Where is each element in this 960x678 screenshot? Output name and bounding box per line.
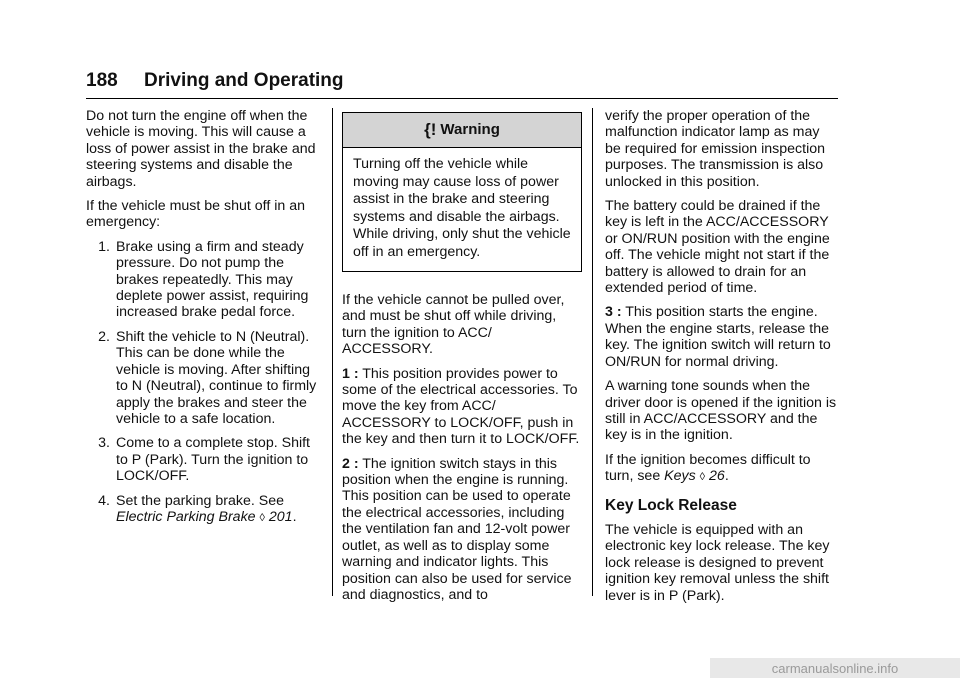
step-item xyxy=(86,239,322,321)
position-text: This position starts the engine. When the engine starts, release the key. The ignition switch will return to ON/RUN for normal driving. xyxy=(605,304,831,370)
warning-body: Turning off the vehicle while moving may cause loss of power assist in the brake and steering systems and disable the airbags. While driving, only shut the vehicle off in an emergency. xyxy=(353,156,571,260)
position-1-item xyxy=(342,366,582,448)
column-divider-2 xyxy=(592,108,593,596)
section-title: Driving and Operating xyxy=(144,70,344,91)
page-reference-icon: ◊ xyxy=(259,511,265,524)
paragraph-end: . xyxy=(724,468,729,485)
step-text: Shift the vehicle to N (Neutral). This can be done while the vehicle is moving. After shifting to N (Neutral), continue to firmly apply the brakes and steer the vehicle to a safe location. xyxy=(116,328,317,427)
warning-icon: {! xyxy=(424,119,437,139)
step-item xyxy=(86,329,322,427)
step-item xyxy=(86,493,322,527)
position-text: The ignition switch stays in this position when the engine is running. This position can be used to operate the electrical accessories, including the ventilation fan and 12-volt power outlet, as well as to display some warning and indicator lights. This position can also be used for service and diagnostics, and to xyxy=(342,455,572,603)
paragraph-lead: If the ignition becomes difficult to turn, see xyxy=(605,451,811,485)
position-label: 2 : xyxy=(342,455,359,472)
position-2-item xyxy=(342,456,582,604)
emergency-paragraph: If the vehicle must be shut off in an emergency: xyxy=(86,198,305,231)
step-number: 4. xyxy=(98,492,110,509)
step-number: 1. xyxy=(98,238,110,255)
difficult-ignition-paragraph xyxy=(605,452,838,486)
step-number: 3. xyxy=(98,435,110,452)
cross-reference-link[interactable]: Keys xyxy=(664,468,696,485)
position-label: 1 : xyxy=(342,365,359,382)
position-3-item xyxy=(605,304,838,370)
column-1 xyxy=(86,108,322,534)
step-text-end: . xyxy=(292,508,297,525)
warning-title: Warning xyxy=(440,120,500,138)
position-label: 3 : xyxy=(605,304,622,321)
subheading: Key Lock Release xyxy=(605,496,737,514)
page-number: 188 xyxy=(86,70,118,91)
pull-over-paragraph: If the vehicle cannot be pulled over, and must be shut off while driving, turn the ignition to ACC/ ACCESSORY. xyxy=(342,292,565,358)
step-text-lead: Set the parking brake. See xyxy=(116,492,284,509)
step-number: 2. xyxy=(98,328,110,345)
continued-paragraph: verify the proper operation of the malfunction indicator lamp as may be required for emission inspection purposes. The transmission is also unlocked in this position. xyxy=(605,108,826,190)
watermark: carmanualsonline.info xyxy=(710,658,960,678)
page-reference-icon: ◊ xyxy=(699,471,706,484)
warning-box xyxy=(342,112,582,272)
key-lock-paragraph: The vehicle is equipped with an electronic key lock release. The key lock release is designed to prevent ignition key removal unless the shift lever is in P (Park). xyxy=(605,521,830,604)
step-text xyxy=(116,493,322,527)
reference-page: 201 xyxy=(268,508,293,525)
warning-tone-paragraph: A warning tone sounds when the driver door is opened if the ignition is still in ACC/ACCESSORY and the key is in the ignition. xyxy=(605,378,837,444)
column-2 xyxy=(342,108,582,611)
page-header xyxy=(86,70,838,100)
position-text: This position provides power to some of the electrical accessories. To move the key from ACC/ ACCESSORY to LOCK/OFF, push in the key and then turn it to LOCK/OFF. xyxy=(342,365,580,448)
battery-paragraph: The battery could be drained if the key is left in the ACC/ACCESSORY or ON/RUN position with the engine off. The vehicle might not start if the battery is allowed to drain for an extended period of time. xyxy=(605,198,830,297)
step-text: Come to a complete stop. Shift to P (Park). Turn the ignition to LOCK/OFF. xyxy=(116,435,310,485)
step-text: Brake using a firm and steady pressure. Do not pump the brakes repeatedly. This may deplete power assist, requiring increased brake pedal force. xyxy=(116,238,309,321)
column-divider-1 xyxy=(332,108,333,596)
intro-paragraph: Do not turn the engine off when the vehicle is moving. This will cause a loss of power assist in the brake and steering systems and disable the airbags. xyxy=(86,108,316,190)
column-3 xyxy=(605,108,838,612)
step-item xyxy=(86,435,322,484)
header-rule xyxy=(86,98,838,99)
warning-header xyxy=(343,113,581,148)
reference-page: 26 xyxy=(709,468,725,485)
cross-reference-link[interactable]: Electric Parking Brake xyxy=(116,508,256,525)
